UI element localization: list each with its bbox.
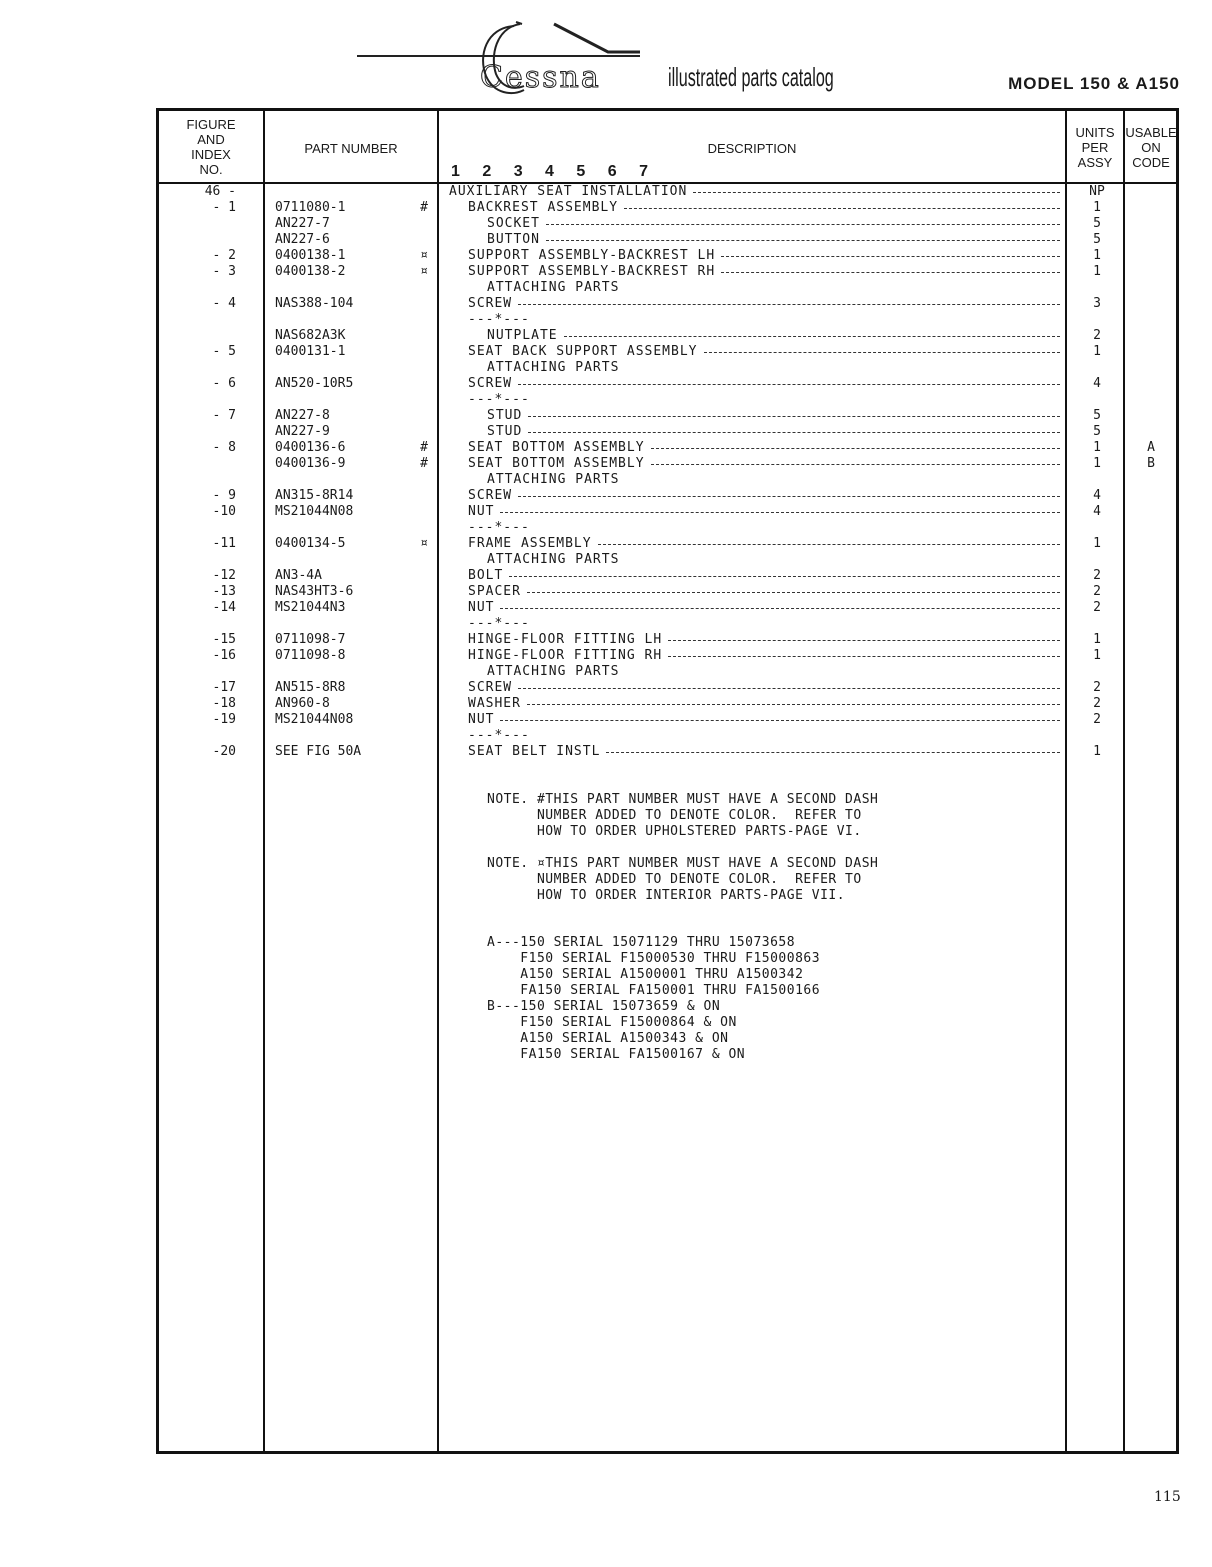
description-text: SEAT BELT INSTL (468, 744, 601, 759)
description (468, 264, 1062, 280)
dash-leader (624, 208, 1060, 209)
description-text: BUTTON (487, 232, 540, 247)
dash-leader (606, 752, 1060, 753)
description (468, 488, 1062, 504)
dash-leader (651, 464, 1060, 465)
part-number: 0711098-8 (275, 648, 346, 663)
table-row (0, 584, 1212, 600)
table-row (0, 264, 1212, 280)
table-row (0, 552, 1212, 568)
description (468, 312, 1062, 328)
description-text: AUXILIARY SEAT INSTALLATION (449, 184, 688, 199)
part-number: MS21044N08 (275, 712, 354, 727)
table-row (0, 600, 1212, 616)
table-row (0, 488, 1212, 504)
table-row (0, 744, 1212, 760)
dash-leader (651, 448, 1060, 449)
description (487, 360, 1062, 376)
figure-index: - 4 (212, 296, 236, 311)
dash-leader (500, 512, 1060, 513)
description-text: SUPPORT ASSEMBLY-BACKREST LH (468, 248, 716, 263)
description (468, 536, 1062, 552)
part-number: 0711098-7 (275, 632, 346, 647)
units-per-assy: 4 (1093, 488, 1101, 503)
table-row (0, 520, 1212, 536)
part-note-mark: # (420, 200, 428, 215)
units-per-assy: 2 (1093, 328, 1101, 343)
description-text: SCREW (468, 376, 513, 391)
catalog-title: illustrated parts catalog (668, 62, 834, 92)
units-header: UNITS PER ASSY (1075, 125, 1115, 170)
part-number: NAS682A3K (275, 328, 346, 343)
description (468, 376, 1062, 392)
description (468, 248, 1062, 264)
description (487, 552, 1062, 568)
figure-index: - 7 (212, 408, 236, 423)
effectivity-notes: A---150 SERIAL 15071129 THRU 15073658 F150 SERIAL F15000530 THRU F15000863 A150 SERIAL A1500001 THRU A1500342 FA150 SERIAL FA150001 THRU FA1500166 B---150 SERIAL 15073659 & ON F150 SERIAL F15000864 & ON A150 SERIAL A1500343 & ON FA150 SERIAL FA1500167 & ON (487, 935, 821, 1062)
table-row (0, 248, 1212, 264)
dash-leader (528, 432, 1060, 433)
figure-index: -15 (212, 632, 236, 647)
figure-index: -20 (212, 744, 236, 759)
figure-index: -19 (212, 712, 236, 727)
dash-leader (546, 224, 1060, 225)
part-number: NAS43HT3-6 (275, 584, 354, 599)
usable-code-header: USABLE ON CODE (1125, 125, 1177, 170)
units-per-assy: 5 (1093, 232, 1101, 247)
description (468, 392, 1062, 408)
table-row (0, 232, 1212, 248)
part-number: 0400138-2 (275, 264, 346, 279)
part-number: 0400138-1 (275, 248, 346, 263)
description (487, 280, 1062, 296)
part-number: NAS388-104 (275, 296, 354, 311)
description-text: WASHER (468, 696, 521, 711)
description (468, 680, 1062, 696)
description-text: ---*--- (468, 520, 530, 535)
description (487, 232, 1062, 248)
units-per-assy: 1 (1093, 248, 1101, 263)
description (468, 520, 1062, 536)
description-text: BACKREST ASSEMBLY (468, 200, 619, 215)
units-per-assy: 5 (1093, 216, 1101, 231)
description-text: NUT (468, 712, 495, 727)
description-text: SPACER (468, 584, 521, 599)
table-row (0, 408, 1212, 424)
part-note-mark: ¤ (420, 264, 428, 279)
dash-leader (527, 592, 1060, 593)
figure-index: -13 (212, 584, 236, 599)
description (468, 584, 1062, 600)
description-text: ---*--- (468, 616, 530, 631)
description-text: ATTACHING PARTS (487, 664, 620, 679)
part-note-mark: ¤ (420, 536, 428, 551)
description-text: NUT (468, 504, 495, 519)
part-number: AN227-7 (275, 216, 330, 231)
description (487, 328, 1062, 344)
description-text: ---*--- (468, 312, 530, 327)
units-per-assy: 2 (1093, 680, 1101, 695)
description (487, 408, 1062, 424)
figure-index: -14 (212, 600, 236, 615)
dash-leader (564, 336, 1060, 337)
dash-leader (721, 272, 1060, 273)
description (468, 728, 1062, 744)
part-number: SEE FIG 50A (275, 744, 362, 759)
part-number: 0400136-9 (275, 456, 346, 471)
table-row (0, 568, 1212, 584)
part-number: AN227-9 (275, 424, 330, 439)
table-row (0, 456, 1212, 472)
units-per-assy: 1 (1093, 264, 1101, 279)
description (487, 216, 1062, 232)
part-number: AN227-6 (275, 232, 330, 247)
table-row (0, 632, 1212, 648)
figure-index: 46 - (204, 184, 236, 199)
table-row (0, 216, 1212, 232)
usable-on-code: A (1147, 440, 1155, 455)
description (468, 296, 1062, 312)
part-number: 0711080-1 (275, 200, 346, 215)
description (487, 472, 1062, 488)
part-number-header: PART NUMBER (304, 141, 398, 156)
figure-index: -12 (212, 568, 236, 583)
dash-leader (528, 416, 1060, 417)
description (468, 744, 1062, 760)
units-per-assy: 1 (1093, 648, 1101, 663)
table-row (0, 696, 1212, 712)
part-number: AN315-8R14 (275, 488, 354, 503)
description-text: ATTACHING PARTS (487, 472, 620, 487)
table-row (0, 296, 1212, 312)
figure-index: -11 (212, 536, 236, 551)
table-row (0, 616, 1212, 632)
table-row (0, 280, 1212, 296)
figure-index: - 3 (212, 264, 236, 279)
description-text: HINGE-FLOOR FITTING LH (468, 632, 663, 647)
units-per-assy: 4 (1093, 504, 1101, 519)
dash-leader (518, 496, 1060, 497)
usable-on-code: B (1147, 456, 1155, 471)
part-number: AN3-4A (275, 568, 322, 583)
units-per-assy: 2 (1093, 600, 1101, 615)
part-note-mark: ¤ (420, 248, 428, 263)
table-row (0, 504, 1212, 520)
part-number: MS21044N08 (275, 504, 354, 519)
table-row (0, 472, 1212, 488)
dash-leader (546, 240, 1060, 241)
table-row (0, 200, 1212, 216)
units-per-assy: 1 (1093, 440, 1101, 455)
figure-index: -17 (212, 680, 236, 695)
part-number: 0400134-5 (275, 536, 346, 551)
part-number: AN960-8 (275, 696, 330, 711)
description (468, 648, 1062, 664)
description-text: ATTACHING PARTS (487, 552, 620, 567)
table-row (0, 360, 1212, 376)
description (487, 664, 1062, 680)
description-text: NUT (468, 600, 495, 615)
description (468, 504, 1062, 520)
table-row (0, 648, 1212, 664)
dash-leader (518, 304, 1060, 305)
units-per-assy: 1 (1093, 744, 1101, 759)
description (468, 696, 1062, 712)
description (468, 600, 1062, 616)
description (487, 424, 1062, 440)
dash-leader (598, 544, 1060, 545)
description-text: BOLT (468, 568, 504, 583)
units-per-assy: 2 (1093, 568, 1101, 583)
figure-index-header: FIGURE AND INDEX NO. (186, 117, 236, 177)
units-per-assy: 1 (1093, 344, 1101, 359)
model-title: MODEL 150 & A150 (1008, 74, 1180, 93)
part-number: 0400131-1 (275, 344, 346, 359)
table-row (0, 392, 1212, 408)
description-text: SEAT BACK SUPPORT ASSEMBLY (468, 344, 698, 359)
description-text: SEAT BOTTOM ASSEMBLY (468, 440, 645, 455)
description-text: SCREW (468, 296, 513, 311)
description-text: ---*--- (468, 728, 530, 743)
units-per-assy: 3 (1093, 296, 1101, 311)
description-text: SCREW (468, 488, 513, 503)
units-per-assy: 2 (1093, 712, 1101, 727)
figure-index: - 8 (212, 440, 236, 455)
table-row (0, 664, 1212, 680)
description-text: SEAT BOTTOM ASSEMBLY (468, 456, 645, 471)
description (468, 712, 1062, 728)
dash-leader (668, 640, 1060, 641)
description (468, 344, 1062, 360)
brand-name: Cessna (480, 60, 601, 95)
description-text: FRAME ASSEMBLY (468, 536, 592, 551)
description-text: SCREW (468, 680, 513, 695)
table-row (0, 376, 1212, 392)
figure-index: - 9 (212, 488, 236, 503)
table-row (0, 440, 1212, 456)
description-text: STUD (487, 408, 523, 423)
part-note-mark: # (420, 440, 428, 455)
figure-index: - 5 (212, 344, 236, 359)
dash-leader (509, 576, 1060, 577)
dash-leader (721, 256, 1060, 257)
table-row (0, 712, 1212, 728)
dash-leader (527, 704, 1060, 705)
table-row (0, 536, 1212, 552)
units-per-assy: 5 (1093, 424, 1101, 439)
figure-index: -16 (212, 648, 236, 663)
description-text: ATTACHING PARTS (487, 360, 620, 375)
description (468, 616, 1062, 632)
part-number: AN227-8 (275, 408, 330, 423)
units-per-assy: NP (1089, 184, 1105, 199)
description-header: DESCRIPTION (707, 141, 797, 156)
part-number: AN520-10R5 (275, 376, 354, 391)
dash-leader (704, 352, 1061, 353)
dash-leader (500, 720, 1060, 721)
units-per-assy: 1 (1093, 456, 1101, 471)
table-row (0, 184, 1212, 200)
dash-leader (668, 656, 1060, 657)
description (468, 632, 1062, 648)
note-interior: NOTE. ¤THIS PART NUMBER MUST HAVE A SECOND DASH NUMBER ADDED TO DENOTE COLOR. REFER TO HOW TO ORDER INTERIOR PARTS-PAGE VII. (487, 856, 879, 903)
dash-leader (500, 608, 1060, 609)
part-note-mark: # (420, 456, 428, 471)
units-per-assy: 1 (1093, 536, 1101, 551)
description-text: SUPPORT ASSEMBLY-BACKREST RH (468, 264, 716, 279)
table-row (0, 728, 1212, 744)
units-per-assy: 5 (1093, 408, 1101, 423)
description-text: ATTACHING PARTS (487, 280, 620, 295)
figure-index: - 6 (212, 376, 236, 391)
note-upholstered: NOTE. #THIS PART NUMBER MUST HAVE A SECOND DASH NUMBER ADDED TO DENOTE COLOR. REFER TO HOW TO ORDER UPHOLSTERED PARTS-PAGE VI. (487, 792, 879, 839)
description (468, 200, 1062, 216)
part-number: MS21044N3 (275, 600, 346, 615)
units-per-assy: 1 (1093, 200, 1101, 215)
dash-leader (518, 384, 1060, 385)
figure-index: - 1 (212, 200, 236, 215)
description (468, 456, 1062, 472)
table-row (0, 312, 1212, 328)
description (449, 184, 1062, 200)
part-number: 0400136-6 (275, 440, 346, 455)
description (468, 440, 1062, 456)
dash-leader (518, 688, 1060, 689)
description-text: NUTPLATE (487, 328, 558, 343)
table-row (0, 424, 1212, 440)
indent-levels: 1 2 3 4 5 6 7 (451, 163, 657, 180)
figure-index: - 2 (212, 248, 236, 263)
dash-leader (693, 192, 1060, 193)
figure-index: -18 (212, 696, 236, 711)
page-number: 115 (1154, 1489, 1181, 1505)
units-per-assy: 2 (1093, 584, 1101, 599)
description-text: STUD (487, 424, 523, 439)
table-row (0, 680, 1212, 696)
description-text: SOCKET (487, 216, 540, 231)
table-row (0, 344, 1212, 360)
units-per-assy: 1 (1093, 632, 1101, 647)
description-text: ---*--- (468, 392, 530, 407)
units-per-assy: 2 (1093, 696, 1101, 711)
description (468, 568, 1062, 584)
figure-index: -10 (212, 504, 236, 519)
table-row (0, 328, 1212, 344)
page-header (0, 0, 1212, 110)
part-number: AN515-8R8 (275, 680, 346, 695)
units-per-assy: 4 (1093, 376, 1101, 391)
description-text: HINGE-FLOOR FITTING RH (468, 648, 663, 663)
